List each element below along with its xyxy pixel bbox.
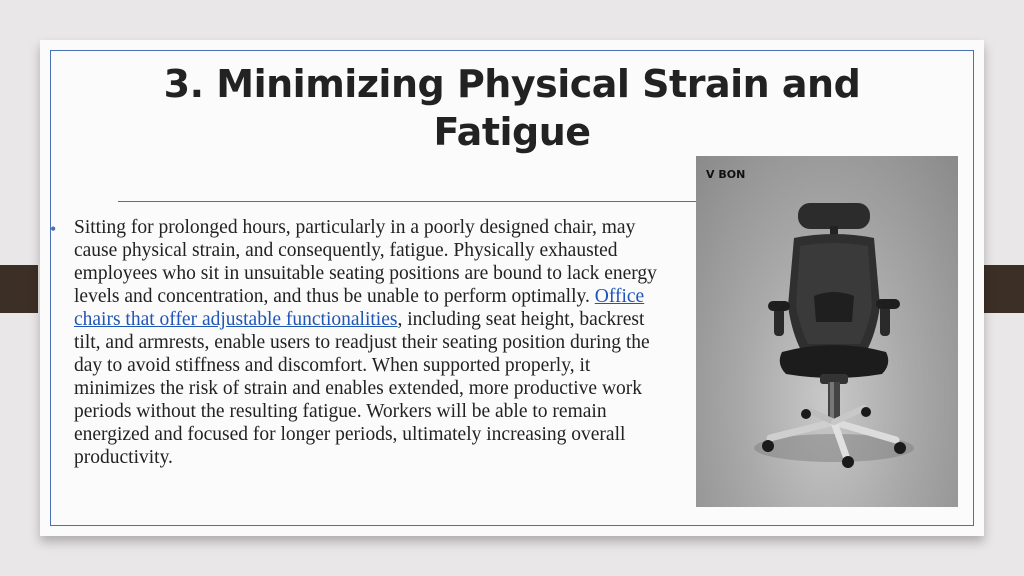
slide xyxy=(40,40,984,536)
brand-logo-text: V BON xyxy=(706,168,746,181)
paragraph-text-end: , including seat height, backrest tilt, and armrests, enable users to readjust their seating position during the day to avoid stiffness and discomfort. When supported properly, it minimizes the risk of strain and enables extended, more productive work periods without the resulting fatigue. Workers will be able to remain energized and focused for longer periods, ultimately increasing overall productivity. xyxy=(74,309,650,468)
left-side-band xyxy=(0,265,38,313)
bullet-icon: • xyxy=(50,219,57,239)
office-chairs-link[interactable]: Office chairs that offer adjustable functionalities xyxy=(74,286,645,330)
body-paragraph xyxy=(74,216,674,469)
chair-photo xyxy=(696,156,958,507)
paragraph-text-start: Sitting for prolonged hours, particularly in a poorly designed chair, may cause physical strain, and consequently, fatigue. Physically exhausted employees who sit in unsuitable seating positions are bound to lack energy levels and concentration, and thus be unable to perform optimally. xyxy=(74,217,657,307)
slide-title: 3. Minimizing Physical Strain and Fatigue xyxy=(163,62,861,154)
title-divider xyxy=(118,201,698,202)
office-chair-icon xyxy=(696,156,958,507)
